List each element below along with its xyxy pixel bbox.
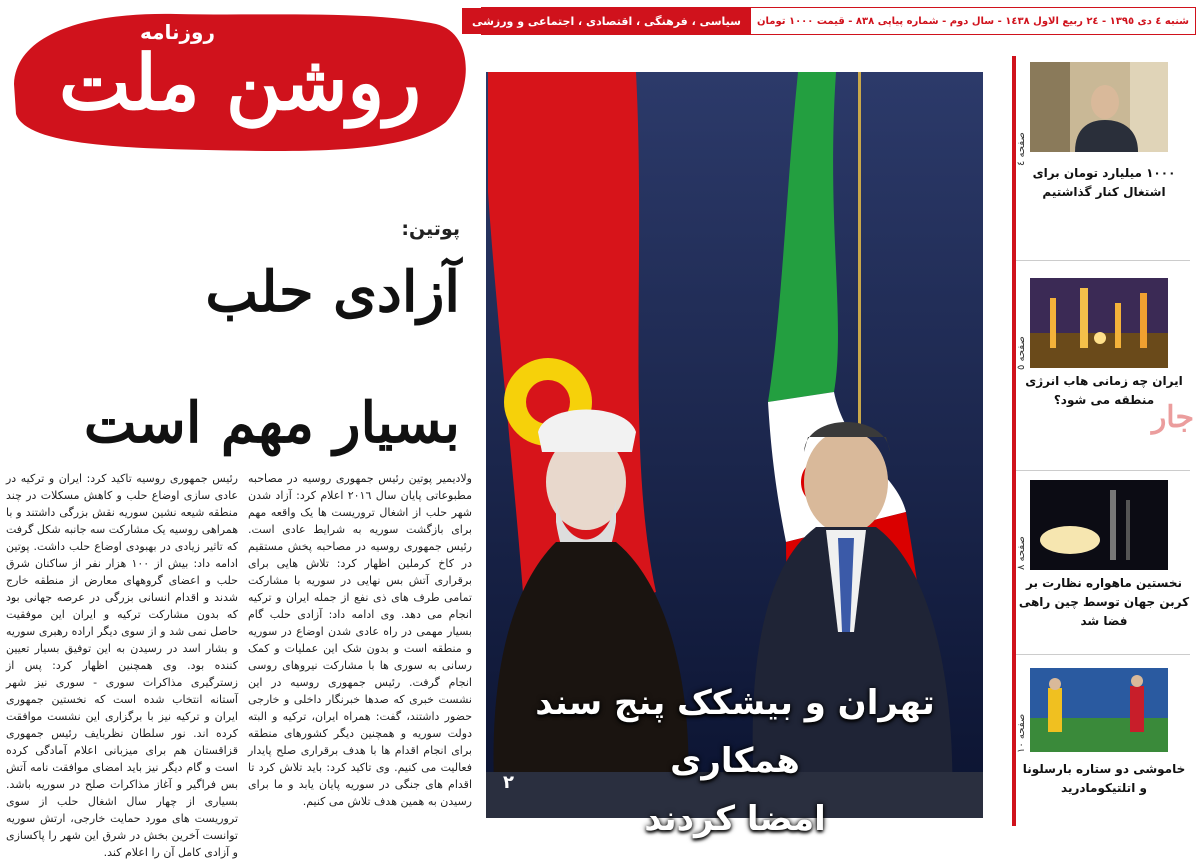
sidebar-item-energy[interactable] xyxy=(1018,276,1190,476)
sidebar-title-1: ١٠٠٠ میلیارد تومان برای اشتغال کنار گذاشتیم xyxy=(1032,166,1176,199)
lead-headline-line1: آزادی حلب xyxy=(205,259,460,325)
issue-date-line: شنبه ٤ دی ١٣٩٥ - ٢٤ ربیع الاول ١٤٣٨ - سال دوم - شماره پیاپی ٨٣٨ - قیمت ١٠٠٠ تومان xyxy=(751,8,1195,34)
sidebar-photo-minister xyxy=(1030,62,1168,152)
top-info-bar xyxy=(471,7,1196,35)
sidebar-divider xyxy=(1016,470,1190,471)
main-photo-caption xyxy=(500,674,970,848)
jar-stamp: جار xyxy=(1151,400,1194,435)
main-story-page-number: ٢ xyxy=(503,772,514,793)
sidebar-title-3: نخستین ماهواره نظارت بر کربن جهان توسط چین راهی فضا شد xyxy=(1018,576,1190,628)
lead-kicker: پوتین: xyxy=(401,218,460,240)
masthead-title: روشن ملت xyxy=(59,38,421,127)
masthead-subtitle: روزنامه xyxy=(140,20,215,44)
lead-body-column-1: ولادیمیر پوتین رئیس جمهوری روسیه در مصاحبه مطبوعاتی پایان سال ٢٠١٦ اعلام کرد: آزاد شدن شهر حلب از اشغال تروریست ها یک واقعه مهم برای بازگشت سوریه به شرایط عادی است. رئیس جمهوری روسیه در مصاحبه پخش مستقیم در کاخ کرملین اظهار کرد: تلاش هایی برای برقراری آتش بس نهایی در سوریه با مشارکت تمامی طرف های ذی نفع از جمله ایران و ترکیه انجام می دهد. وی ادامه داد: آزادی حلب گام بسیار مهمی در راه عادی شدن اوضاع در سوریه و منطقه است و بدون شک این عملیات و کمک رسانی به سوری ها با مشارکت نیروهای روسی انجام گرفت. رئیس جمهوری روسیه در این نشست خبری که صدها خبرنگار داخلی و خارجی حضور داشتند، گفت: همراه ایران، ترکیه و البته دولت سوریه و همچنین دیگر کشورهای منطقه برای انجام اقدام ها با هدف برقراری صلح پایدار فعالیت می کنیم. وی تاکید کرد: باید تلاش کرد تا اقدام های جنگی در سوریه پایان یابد و ما برای رسیدن به همین هدف تلاش می کنیم. xyxy=(248,472,472,808)
newspaper-description: سیاسی ، فرهنگی ، اقتصادی ، اجتماعی و ورزشی xyxy=(462,8,751,34)
sidebar-item-satellite[interactable] xyxy=(1018,478,1190,668)
sidebar-item-football[interactable] xyxy=(1018,664,1190,828)
sidebar-title-2: ایران چه زمانی هاب انرژی منطقه می شود؟ xyxy=(1025,374,1183,407)
caption-line-1: تهران و بیشکک پنج سند همکاری xyxy=(535,683,935,781)
caption-line-2: امضا کردند xyxy=(644,799,826,839)
sidebar-photo-refinery xyxy=(1030,278,1168,368)
lead-headline-line2: بسیار مهم است xyxy=(83,390,460,456)
sidebar-page-ref-1: صفحه ٤ xyxy=(1016,132,1027,166)
sidebar-page-ref-2: صفحه ٥ xyxy=(1016,336,1027,370)
sidebar-divider xyxy=(1016,654,1190,655)
sidebar-title-4: خاموشی دو ستاره بارسلونا و اتلتیکومادرید xyxy=(1022,762,1186,795)
sidebar-photo-football xyxy=(1030,668,1168,752)
sidebar-photo-rocket-launch xyxy=(1030,480,1168,570)
sidebar-item-employment[interactable] xyxy=(1018,62,1190,262)
sidebar-page-ref-4: صفحه ١٠ xyxy=(1016,714,1027,754)
lead-body-column-2: رئیس جمهوری روسیه تاکید کرد: ایران و ترکیه در عادی سازی اوضاع حلب و کاهش مسکلات در چند منطقه شیعه نشین سوریه نقش بزرگی داشتند و با همراهی روسیه یک مشارکت سه جانبه شکل گرفت که تاثیر زیادی در بهبودی اوضاع حلب داشت. پوتین ادامه داد: بیش از ١٠٠ هزار نفر از ساکنان شرق حلب و اعضای گروههای معارض از منطقه خارج شدند و اقدام انسانی بزرگی در عرصه جهانی بود که بدون مشارکت ترکیه و ایران این موفقیت حاصل نمی شد و از سوی دیگر اراده رهبری سوریه و بشار اسد در رسیدن به این توفیق بسیار تعیین کننده بود. وی همچنین اظهار کرد: پس از زسترگیری مذاکرات سوری - سوری نیز شهر آستانه انتخاب شده است که نخستین جمهوری ایران و ترکیه نیز با برگزاری این نشست موافقت کرده اند. نور سلطان نظربایف رئیس جمهوری قزاقستان هم برای میزبانی اعلام آمادگی کرده است و گام دیگر نیز باید امضای موافقت نامه آتش بس فراگیر و آغاز مذاکرات صلح در سوریه باشد. بسیاری از چهار سال اشغال حلب از سوی تروریست های مورد حمایت خارجی، ارتش سوریه توانست آخرین بخش در شرق این شهر را پاکسازی و آزادی کامل آن را اعلام کند. xyxy=(6,472,238,859)
sidebar-divider xyxy=(1016,260,1190,261)
sidebar-page-ref-3: صفحه ٨ xyxy=(1016,536,1027,570)
